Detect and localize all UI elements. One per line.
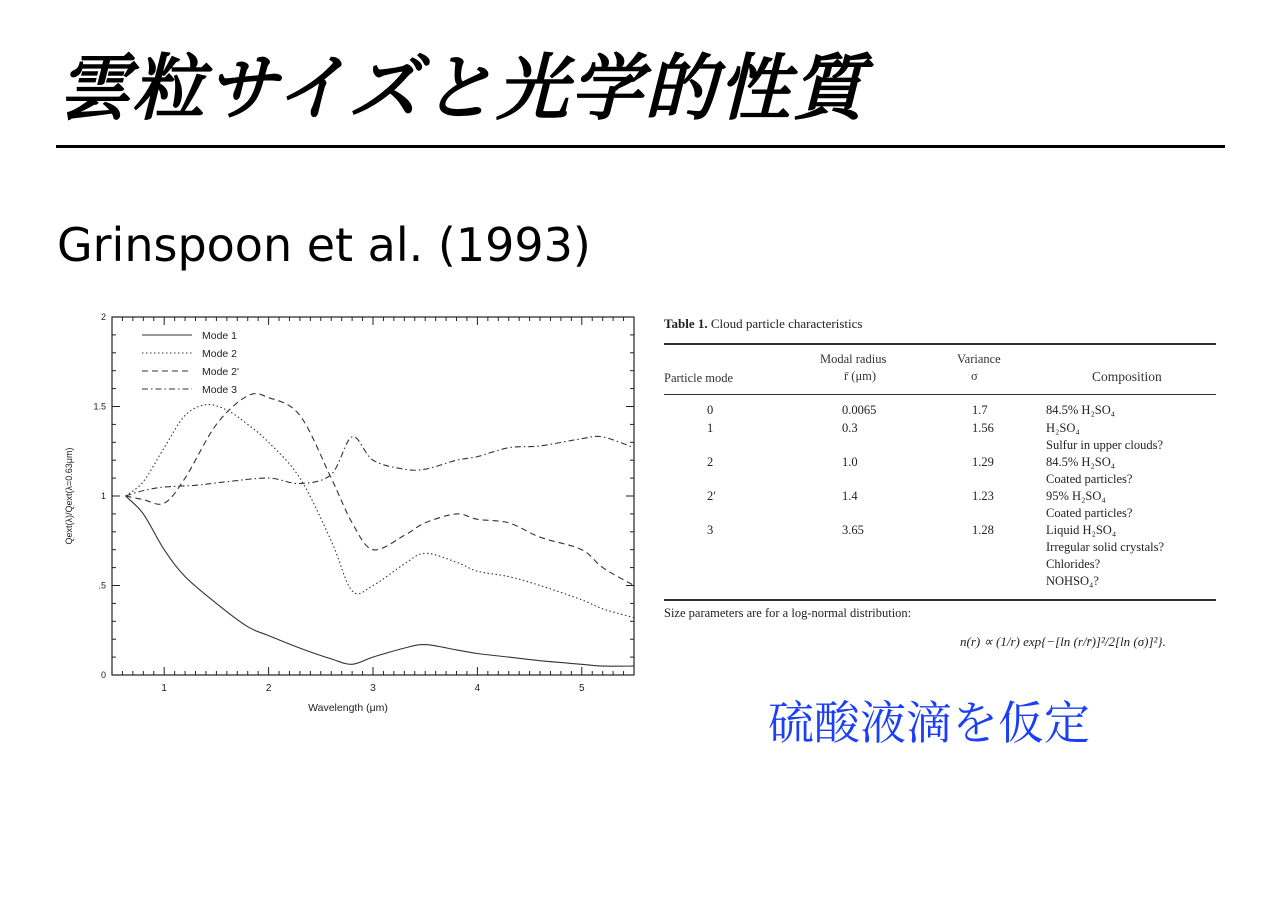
table-cell-variance: 1.56: [972, 421, 994, 435]
legend-entry: Mode 2: [202, 348, 238, 360]
table-cell-radius: 0.0065: [842, 403, 877, 417]
table-cell-radius: 1.0: [842, 455, 858, 469]
table-caption: [664, 316, 862, 332]
table-footnote: Size parameters are for a log-normal distribution:: [664, 606, 912, 620]
table-cell-variance: 1.7: [972, 403, 988, 417]
table-cell-composition: Coated particles?: [1046, 472, 1133, 486]
table-cell-composition: Sulfur in upper clouds?: [1046, 438, 1163, 452]
legend-entry: Mode 3: [202, 384, 238, 396]
lognormal-formula: n(r) ∝ (1/r) exp{−[ln (r/r̄)]²/2[ln (σ)]²}.: [960, 634, 1166, 649]
table-cell-radius: 3.65: [842, 523, 864, 537]
table-cell-mode: 3: [707, 523, 714, 537]
x-axis-label: Wavelength (μm): [308, 702, 388, 714]
table-header-rule: [664, 394, 1216, 395]
table-caption-label: Table 1.: [664, 316, 708, 331]
y-tick-label: 1: [100, 491, 106, 501]
extinction-chart-svg: [60, 305, 650, 725]
y-axis-label: Qext(λ)/Qext(λ=0.63μm): [64, 447, 74, 545]
y-tick-label: 1.5: [93, 401, 106, 412]
extinction-chart: [60, 305, 650, 725]
series-line-4: [126, 436, 634, 496]
table-cell-mode: 2: [707, 455, 714, 469]
table-cell-composition: Liquid H₂SO₄: [1046, 523, 1117, 537]
title-underline: [56, 145, 1225, 148]
table-cell-composition: H₂SO₄: [1046, 421, 1080, 435]
table-cell-radius: 0.3: [842, 421, 858, 435]
cloud-particle-table: [664, 316, 1216, 676]
table-cell-variance: 1.23: [972, 489, 994, 503]
table-cell-composition: Coated particles?: [1046, 506, 1133, 520]
table-cell-composition: Irregular solid crystals?: [1046, 540, 1165, 554]
x-tick-label: 4: [474, 683, 481, 694]
x-tick-label: 2: [265, 683, 272, 694]
table-cell-composition: 95% H₂SO₄: [1046, 489, 1106, 503]
table-cell-radius: 1.4: [842, 489, 858, 503]
header-composition: Composition: [1092, 369, 1162, 384]
table-cell-composition: 84.5% H₂SO₄: [1046, 403, 1116, 417]
series-line-3: [126, 394, 634, 586]
x-tick-label: 3: [370, 683, 376, 694]
table-top-rule: [664, 343, 1216, 345]
table-cell-mode: 1: [707, 421, 714, 435]
legend-entry: Mode 2': [202, 366, 240, 378]
header-variance: Variance: [957, 352, 1001, 366]
y-tick-label: .5: [98, 580, 106, 591]
table-bottom-rule: [664, 599, 1216, 601]
table-cell-variance: 1.28: [972, 523, 994, 537]
table-cell-mode: 0: [707, 403, 714, 417]
table-caption-text: Cloud particle characteristics: [710, 316, 863, 331]
y-tick-label: 2: [100, 312, 106, 322]
x-tick-label: 1: [161, 683, 167, 694]
series-line-2: [126, 405, 634, 618]
table-cell-composition: NOHSO₄?: [1046, 574, 1099, 588]
plot-frame: [112, 317, 634, 675]
table-cell-mode: 2′: [707, 489, 716, 503]
header-modal-radius: Modal radius: [820, 352, 887, 366]
header-modal-radius-unit: r̄ (μm): [844, 369, 877, 383]
legend-entry: Mode 1: [202, 330, 238, 342]
header-variance-symbol: σ: [971, 369, 978, 383]
y-tick-label: 0: [100, 670, 106, 680]
table-cell-variance: 1.29: [972, 455, 994, 469]
citation-subtitle: Grinspoon et al. (1993): [57, 218, 591, 272]
header-particle-mode: Particle mode: [664, 371, 734, 385]
table-cell-composition: 84.5% H₂SO₄: [1046, 455, 1116, 469]
table-cell-composition: Chlorides?: [1046, 557, 1101, 571]
slide-title: 雲粒サイズと光学的性質: [58, 46, 867, 130]
assumption-note: 硫酸液滴を仮定: [768, 696, 1090, 750]
x-tick-label: 5: [579, 683, 585, 694]
